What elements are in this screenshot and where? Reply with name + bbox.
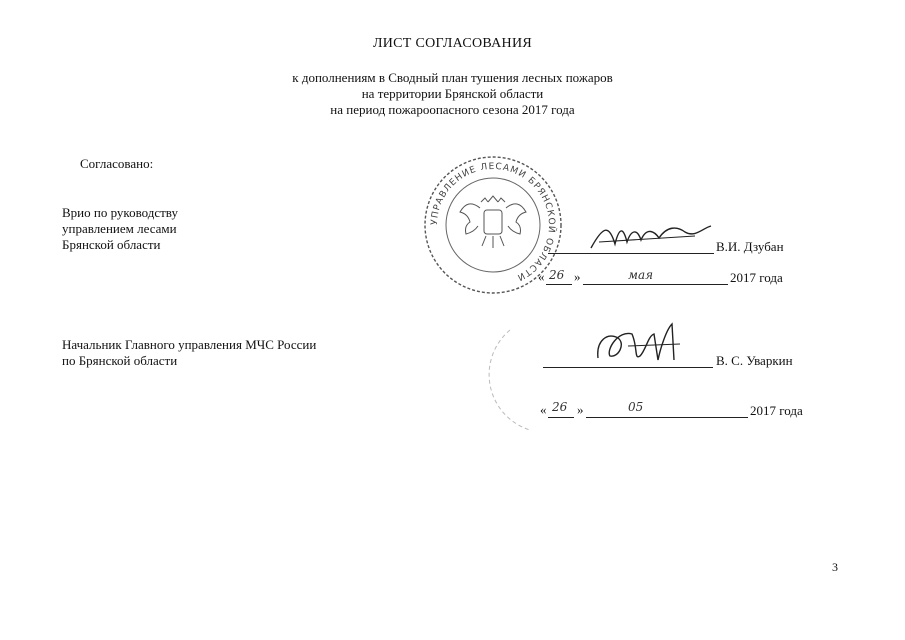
svg-text:УПРАВЛЕНИЕ ЛЕСАМИ БРЯНСКОЙ ОБЛ bbox=[430, 162, 558, 282]
date1-day-line bbox=[546, 284, 572, 285]
signature-line-2 bbox=[543, 367, 713, 368]
signature-uvarkin bbox=[588, 320, 688, 370]
date2-year: 2017 года bbox=[750, 403, 803, 418]
approver1-position-line-1: Врио по руководству bbox=[62, 205, 179, 220]
stamp-ring-text: УПРАВЛЕНИЕ ЛЕСАМИ БРЯНСКОЙ ОБЛАСТИ bbox=[429, 161, 557, 283]
date2-month-line bbox=[586, 417, 748, 418]
page-number: 3 bbox=[832, 560, 838, 574]
date2-month: 05 bbox=[628, 400, 644, 414]
date2-day: 26 bbox=[552, 400, 568, 414]
date1-year: 2017 года bbox=[730, 270, 783, 285]
subtitle-line-3: на период пожароопасного сезона 2017 года bbox=[330, 102, 575, 117]
approver1-position-line-2: управлением лесами bbox=[62, 221, 177, 236]
official-stamp bbox=[418, 150, 568, 300]
emblem-icon bbox=[460, 196, 526, 248]
date1-open-quote: « bbox=[538, 269, 545, 284]
signature-dzuban bbox=[585, 218, 715, 258]
subtitle-line-1: к дополнениям в Сводный план тушения лесных пожаров bbox=[292, 70, 613, 85]
date2-open-quote: « bbox=[540, 402, 547, 417]
signature-line-1 bbox=[548, 253, 714, 254]
approver1-position-line-3: Брянской области bbox=[62, 237, 161, 252]
approver2-position-line-2: по Брянской области bbox=[62, 353, 178, 368]
approver2-name: В. С. Уваркин bbox=[716, 353, 793, 368]
date1-close-quote: » bbox=[574, 269, 581, 284]
date2-day-line bbox=[548, 417, 574, 418]
subtitle-line-2: на территории Брянской области bbox=[361, 86, 544, 101]
date2-close-quote: » bbox=[577, 402, 584, 417]
document-title: ЛИСТ СОГЛАСОВАНИЯ bbox=[372, 36, 533, 51]
approver2-position-line-1: Начальник Главного управления МЧС России bbox=[62, 337, 317, 352]
date1-day: 26 bbox=[549, 268, 565, 282]
date1-month-line bbox=[583, 284, 728, 285]
date1-month: мая bbox=[628, 268, 654, 282]
approver1-name: В.И. Дзубан bbox=[716, 239, 784, 254]
agreed-label: Согласовано: bbox=[80, 156, 154, 171]
